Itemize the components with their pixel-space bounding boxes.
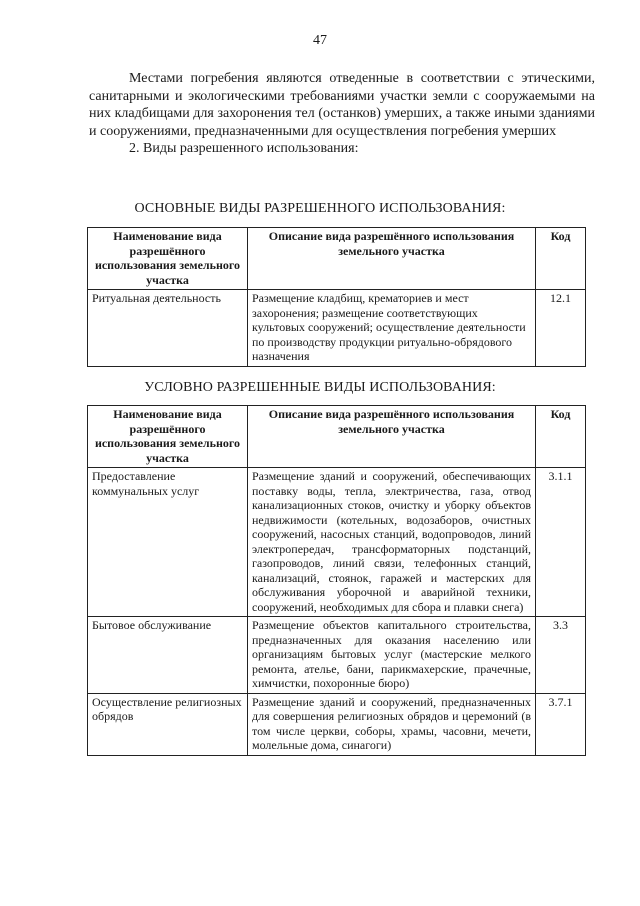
- intro-section: [89, 70, 595, 158]
- conditional-uses-table: [87, 405, 586, 756]
- header-name: Наименование вида разрешённого использования земельного участка: [88, 406, 248, 468]
- cell-code: 3.1.1: [536, 468, 586, 617]
- table-row: [88, 693, 586, 755]
- cell-name: Предоставление коммунальных услуг: [88, 468, 248, 617]
- cell-description: Размещение зданий и сооружений, предназначенных для совершения религиозных обрядов и церемоний (в том числе церкви, соборы, храмы, часовни, мечети, молельные дома, синагоги): [248, 693, 536, 755]
- cell-name: Осуществление религиозных обрядов: [88, 693, 248, 755]
- cell-name: Ритуальная деятельность: [88, 290, 248, 367]
- cell-code: 3.3: [536, 617, 586, 694]
- conditional-uses-title: УСЛОВНО РАЗРЕШЕННЫЕ ВИДЫ ИСПОЛЬЗОВАНИЯ:: [144, 380, 496, 395]
- table-row: [88, 468, 586, 617]
- table-header-row: [88, 406, 586, 468]
- cell-name: Бытовое обслуживание: [88, 617, 248, 694]
- table-header-row: [88, 228, 586, 290]
- permitted-uses-heading: 2. Виды разрешенного использования:: [129, 141, 359, 157]
- header-code: Код: [536, 228, 586, 290]
- table-row: [88, 617, 586, 694]
- intro-paragraph: Местами погребения являются отведенные в соответствии с этическими, санитарными и экологическими требованиями участки земли с сооружаемыми на них кладбищами для захоронения тел (останков) умерших, а также иными зданиями и сооружениями, предназначенными для осуществления погребения умерших: [89, 71, 595, 139]
- main-uses-table: [87, 227, 586, 367]
- header-name: Наименование вида разрешённого использования земельного участка: [88, 228, 248, 290]
- page-number: 47: [313, 33, 327, 48]
- header-description: Описание вида разрешённого использования земельного участка: [248, 406, 536, 468]
- header-description: Описание вида разрешённого использования земельного участка: [248, 228, 536, 290]
- cell-code: 12.1: [536, 290, 586, 367]
- cell-description: Размещение кладбищ, крематориев и мест захоронения; размещение соответствующих культовых сооружений; осуществление деятельности по производству продукции ритуально-обрядового назначения: [248, 290, 536, 367]
- cell-description: Размещение зданий и сооружений, обеспечивающих поставку воды, тепла, электричества, газа, отвод канализационных стоков, очистку и уборку объектов недвижимости (котельных, водозаборов, очистных сооружений, насосных станций, водопроводов, линий электропередач, трансформаторных подстанций, газопроводов, линий связи, телефонных станций, канализаций, стоянок, гаражей и мастерских для обслуживания уборочной и аварийной техники, сооружений, необходимых для сбора и плавки снега): [248, 468, 536, 617]
- main-uses-title: ОСНОВНЫЕ ВИДЫ РАЗРЕШЕННОГО ИСПОЛЬЗОВАНИЯ:: [134, 201, 506, 216]
- header-code: Код: [536, 406, 586, 468]
- cell-code: 3.7.1: [536, 693, 586, 755]
- cell-description: Размещение объектов капитального строительства, предназначенных для оказания населению или организациям бытовых услуг (мастерские мелкого ремонта, ателье, бани, парикмахерские, прачечные, химчистки, похоронные бюро): [248, 617, 536, 694]
- table-row: [88, 290, 586, 367]
